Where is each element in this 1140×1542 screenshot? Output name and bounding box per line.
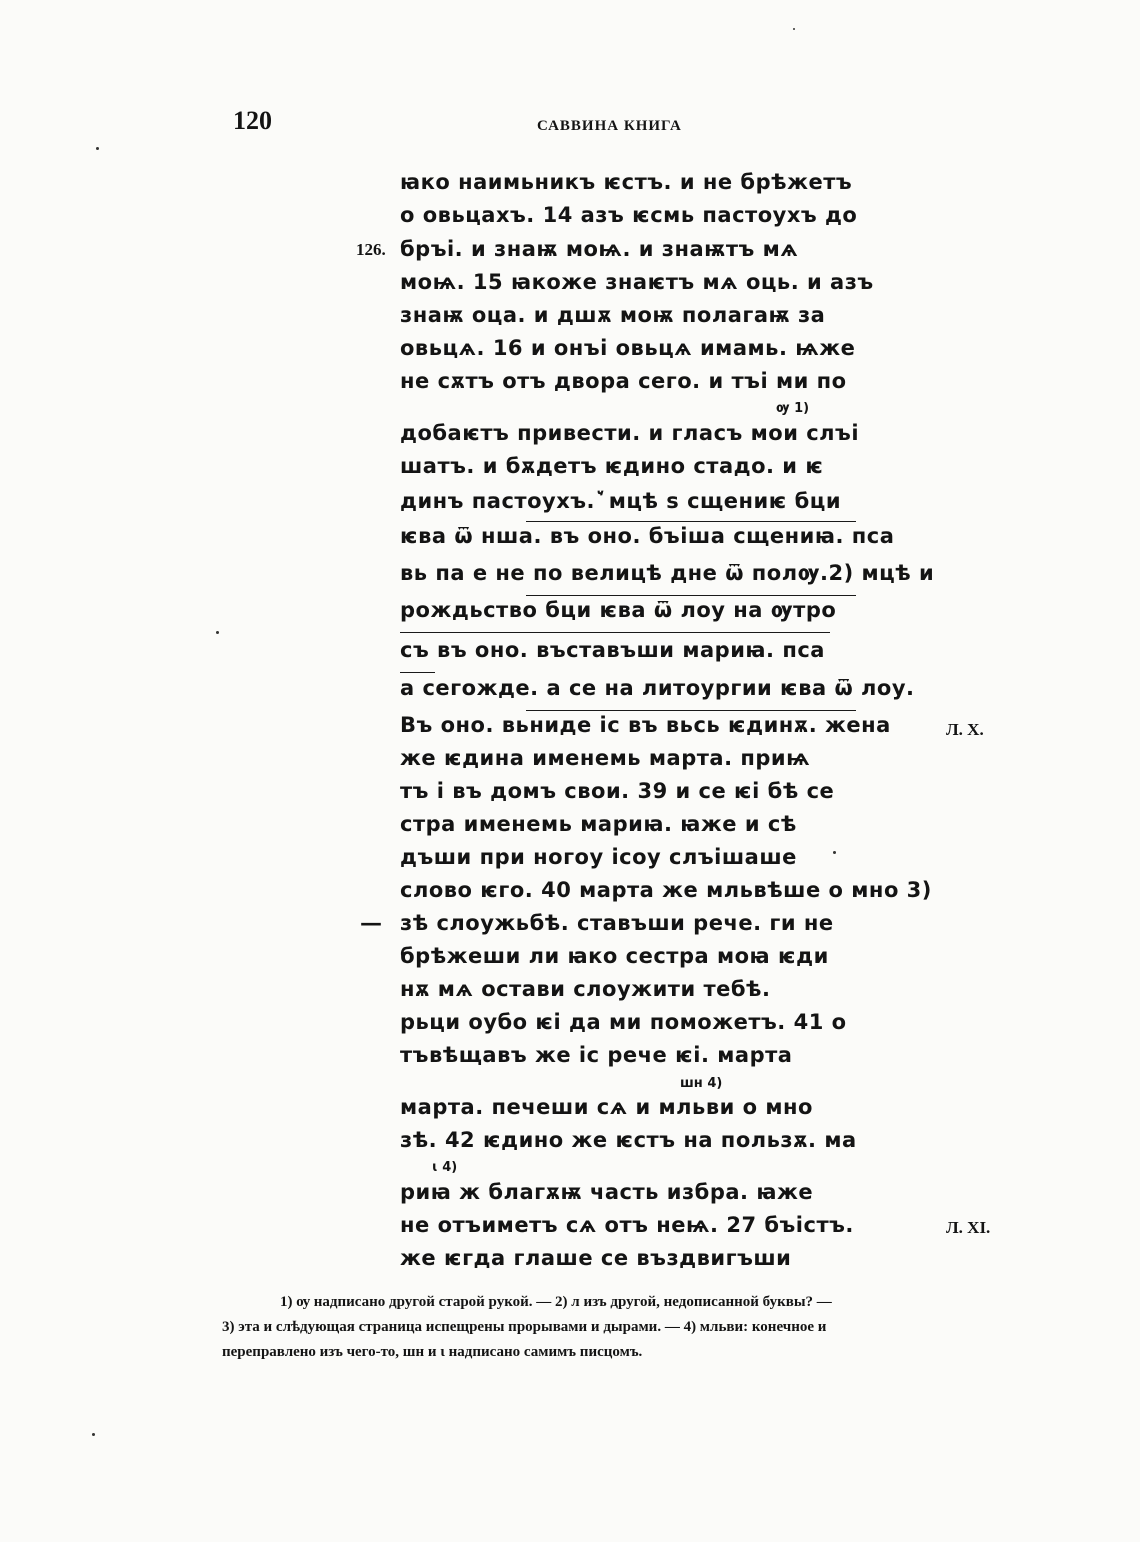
text-line: же ѥгда глаше се въздвигъши — [400, 1246, 792, 1270]
scan-speck — [833, 851, 836, 854]
interlinear-note: ѹ 1) — [776, 401, 810, 416]
text-line: слово ѥго. 40 марта же мльвѣше о мно 3) — [400, 878, 932, 902]
text-line: моѩ. 15 ꙗкоже знаѥтъ мѧ оць. и азъ — [400, 270, 874, 294]
text-line: рьци оубо ѥі да ми поможетъ. 41 о — [400, 1010, 847, 1034]
folio-number: 126. — [356, 240, 386, 259]
text-line: зѣ. 42 ѥдино же ѥстъ на пользѫ. ма — [400, 1128, 857, 1152]
text-line: о овьцахъ. 14 азъ ѥсмь пастоухъ до — [400, 203, 858, 227]
text-line: тъ і въ домъ свои. 39 и се ѥі бѣ се — [400, 779, 835, 803]
footnotes — [222, 1290, 1032, 1365]
text-line: не отъиметъ сѧ отъ неѩ. 27 бъістъ. — [400, 1213, 854, 1237]
text-line: вь па е не по велицѣ дне ѿ полѹ.2) мцѣ и — [400, 561, 900, 591]
text-line: динъ пастоухъ. ꙽ мцѣ ѕ сщениѥ бци — [400, 487, 900, 517]
text-line: Въ оно. вьниде ic въ вьсь ѥдинѫ. жена — [400, 713, 891, 737]
text-line: марта. печеши сѧ и мльви о мно — [400, 1095, 813, 1119]
text-line: ꙗко наимьникъ ѥстъ. и не брѣжетъ — [400, 170, 853, 194]
text-line: рождьство бци ѥва ѿ лоу на ѹтро — [400, 598, 900, 628]
interlinear-note: шн 4) — [680, 1076, 723, 1091]
footnote-line: переправлено изъ чего-то, шн и ɩ надписано самимъ писцомъ. — [222, 1344, 643, 1360]
footnote-line: 3) эта и слѣдующая страница испещрены прорывами и дырами. — 4) мльви: конечное и — [222, 1319, 827, 1335]
text-line: тъвѣщавъ же ic рече ѥі. марта — [400, 1043, 793, 1067]
scan-speck — [92, 1433, 95, 1436]
scan-speck — [793, 28, 795, 30]
text-line: зѣ слоужьбѣ. ставъши рече. ги не — [400, 911, 834, 935]
text-line: добаѥтъ привести. и гласъ мои слъі — [400, 421, 860, 445]
text-line: а сегожде. а се на литоургии ѥва ѿ лоу. — [400, 676, 900, 706]
text-line: съ въ оно. въставъши мариꙗ. пса — [400, 638, 900, 668]
text-line: бръі. и знаѭ моѩ. и знаѭтъ мѧ — [400, 237, 799, 261]
text-line: брѣжеши ли ꙗко сестра моꙗ ѥди — [400, 944, 829, 968]
margin-dash: — — [360, 910, 382, 936]
scan-speck — [216, 631, 219, 634]
page-number: 120 — [233, 106, 272, 135]
text-line: риꙗ ж благѫѭ часть избра. ꙗже — [400, 1180, 814, 1204]
text-line: овьцѧ. 16 и онъі овьцѧ имамь. ѩже — [400, 336, 856, 360]
text-line: не сѫтъ отъ двора сего. и тъі ми по — [400, 369, 847, 393]
text-line: ѥва ѿ нша. въ оно. бъіша сщениꙗ. пса — [400, 524, 895, 548]
text-line: же ѥдина именемь марта. приѩ — [400, 746, 811, 770]
leaf-marker-xi: Л. XI. — [946, 1218, 991, 1237]
leaf-marker-x: Л. X. — [946, 720, 984, 739]
running-title: САВВИНА КНИГА — [537, 118, 682, 134]
interlinear-note: ɩ 4) — [432, 1160, 458, 1175]
text-line: дъши при ногоу icоу слъішаше — [400, 845, 797, 869]
scan-speck — [96, 147, 99, 150]
text-line: знаѭ оца. и дшѫ моѭ полагаѭ за — [400, 303, 826, 327]
text-line: нѫ мѧ остави слоужити тебѣ. — [400, 977, 771, 1001]
footnote-line: 1) ѹ надписано другой старой рукой. — 2) л изъ другой, недописанной буквы? — — [280, 1294, 832, 1310]
text-line: стра именемь мариꙗ. ꙗже и сѣ — [400, 812, 797, 836]
text-line: шатъ. и бѫдетъ ѥдино стадо. и ѥ — [400, 454, 824, 478]
